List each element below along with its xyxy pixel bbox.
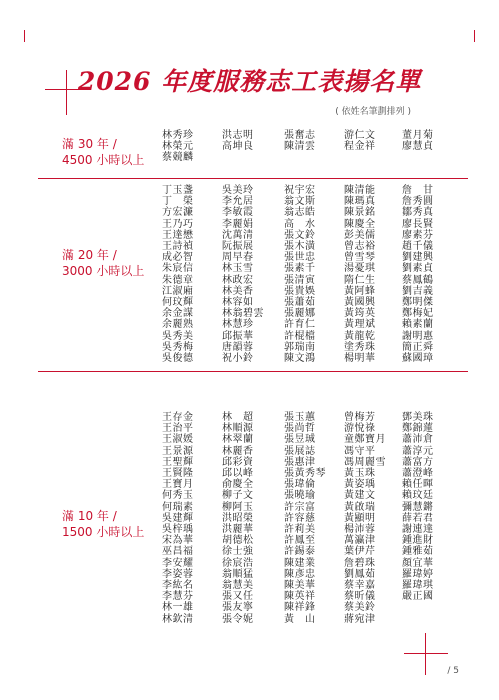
volunteer-name: 鄭錦蓮 bbox=[402, 423, 434, 435]
volunteer-name: 鄭梅妃 bbox=[402, 308, 434, 320]
volunteer-name: 鄒秀真 bbox=[402, 207, 434, 219]
volunteer-name: 方宏濂 bbox=[162, 207, 194, 219]
volunteer-name: 薛若君 bbox=[402, 512, 434, 524]
volunteer-name: 蕭富方 bbox=[402, 456, 434, 468]
volunteer-name: 顏宜華 bbox=[402, 557, 434, 569]
volunteer-name: 翁志皓 bbox=[284, 207, 316, 219]
volunteer-name: 謝明惠 bbox=[402, 330, 434, 342]
volunteer-name: 蔡美鈴 bbox=[344, 602, 376, 614]
volunteer-name: 張尚哲 bbox=[284, 423, 316, 435]
volunteer-name: 陳慶全 bbox=[344, 218, 376, 230]
volunteer-name: 楊沛蓉 bbox=[344, 524, 376, 536]
volunteer-name: 趙千儀 bbox=[402, 241, 434, 253]
bottom-right-cross-vertical bbox=[425, 633, 426, 675]
section-label-hours: 1500 小時以上 bbox=[62, 525, 145, 539]
volunteer-name: 彭美儒 bbox=[344, 229, 376, 241]
volunteer-name: 廖長賢 bbox=[402, 218, 434, 230]
volunteer-name: 徐宸浩 bbox=[222, 557, 254, 569]
volunteer-name: 翁文斯 bbox=[284, 196, 316, 208]
volunteer-name: 張奮志 bbox=[284, 130, 316, 141]
name-column-4 bbox=[344, 412, 406, 625]
volunteer-name: 李允居 bbox=[222, 196, 254, 208]
volunteer-name: 塗秀珠 bbox=[344, 341, 376, 353]
volunteer-name: 張玉蕙 bbox=[284, 412, 316, 423]
volunteer-name: 陳美華 bbox=[284, 580, 316, 592]
volunteer-name: 柳子文 bbox=[222, 490, 254, 502]
volunteer-name: 高坤良 bbox=[222, 141, 254, 153]
volunteer-name: 張又任 bbox=[222, 591, 254, 603]
volunteer-name: 賴玟廷 bbox=[402, 490, 434, 502]
volunteer-name: 許宗富 bbox=[284, 501, 316, 513]
volunteer-name: 許鳳至 bbox=[284, 535, 316, 547]
name-column-4 bbox=[344, 130, 406, 152]
section-label bbox=[62, 508, 144, 540]
volunteer-name: 林慧珍 bbox=[222, 319, 254, 331]
volunteer-name: 謝連達 bbox=[402, 524, 434, 536]
volunteer-name: 余麗熟 bbox=[162, 319, 194, 331]
section-label-hours: 3000 小時以上 bbox=[62, 264, 145, 278]
volunteer-name: 林容如 bbox=[222, 297, 254, 309]
volunteer-name: 蕭沛倉 bbox=[402, 434, 434, 446]
name-column-5 bbox=[402, 412, 464, 602]
volunteer-name: 張文鈴 bbox=[284, 229, 316, 241]
volunteer-name: 吳秀美 bbox=[162, 330, 194, 342]
volunteer-name: 張展誌 bbox=[284, 445, 316, 457]
volunteer-name: 黃姿瑀 bbox=[344, 479, 376, 491]
volunteer-name: 董月菊 bbox=[402, 130, 434, 141]
volunteer-name: 林秀珍 bbox=[162, 130, 194, 141]
volunteer-name: 張友寧 bbox=[222, 602, 254, 614]
volunteer-name: 柳阿玉 bbox=[222, 501, 254, 513]
volunteer-name: 余金謀 bbox=[162, 308, 194, 320]
volunteer-name: 李姿蓉 bbox=[162, 568, 194, 580]
volunteer-name: 廖慧貞 bbox=[402, 141, 434, 153]
volunteer-name: 何秀玉 bbox=[162, 490, 194, 502]
volunteer-name: 吳美玲 bbox=[222, 185, 254, 196]
volunteer-name: 鍾雅茹 bbox=[402, 546, 434, 558]
volunteer-name: 蔣宛津 bbox=[344, 613, 376, 625]
volunteer-name: 黃顯明 bbox=[344, 512, 376, 524]
volunteer-name: 彌慧鏘 bbox=[402, 501, 434, 513]
section-label-years: 滿 30 年 / bbox=[62, 137, 117, 151]
section-label-hours: 4500 小時以上 bbox=[62, 153, 145, 167]
volunteer-name: 黃啟瑞 bbox=[344, 501, 376, 513]
volunteer-name: 宋為華 bbox=[162, 535, 194, 547]
volunteer-name: 唐韻蓉 bbox=[222, 341, 254, 353]
volunteer-name: 洪麗華 bbox=[222, 524, 254, 536]
volunteer-name: 王達懋 bbox=[162, 229, 194, 241]
volunteer-name: 鄧美珠 bbox=[402, 412, 434, 423]
volunteer-name: 林翁碧雲 bbox=[222, 308, 264, 320]
name-column-2 bbox=[222, 412, 284, 625]
volunteer-name: 郭瑞南 bbox=[284, 341, 316, 353]
volunteer-name: 湯憂琪 bbox=[344, 263, 376, 275]
volunteer-name: 許錫泰 bbox=[284, 546, 316, 558]
volunteer-name: 張曉瑜 bbox=[284, 490, 316, 502]
volunteer-name: 王詩禎 bbox=[162, 241, 194, 253]
volunteer-name: 俞慶全 bbox=[222, 479, 254, 491]
volunteer-name: 翁慧美 bbox=[222, 580, 254, 592]
volunteer-name: 丁玉盞 bbox=[162, 185, 194, 196]
volunteer-name: 張昱珹 bbox=[284, 434, 316, 446]
volunteer-name: 黃龍乾 bbox=[344, 330, 376, 342]
volunteer-name: 蘇國璋 bbox=[402, 353, 434, 365]
volunteer-name: 王景源 bbox=[162, 445, 194, 457]
volunteer-name: 賴任暉 bbox=[402, 479, 434, 491]
volunteer-name: 黃阿蜂 bbox=[344, 285, 376, 297]
volunteer-name: 胡德松 bbox=[222, 535, 254, 547]
volunteer-name: 羅瑋琪 bbox=[402, 580, 434, 592]
volunteer-name: 黃筠英 bbox=[344, 308, 376, 320]
section-divider bbox=[38, 371, 468, 372]
volunteer-name: 蔡幸嘉 bbox=[344, 580, 376, 592]
volunteer-name: 丁 榮 bbox=[162, 196, 194, 208]
volunteer-name: 吳俊德 bbox=[162, 353, 194, 365]
section-label-years: 滿 20 年 / bbox=[62, 248, 117, 262]
volunteer-name: 曾志裕 bbox=[344, 241, 376, 253]
volunteer-name: 陳祥鋒 bbox=[284, 602, 316, 614]
volunteer-name: 曾雪琴 bbox=[344, 252, 376, 264]
volunteer-name: 詹 甘 bbox=[402, 185, 434, 196]
volunteer-name: 蔡昕儀 bbox=[344, 591, 376, 603]
volunteer-name: 蔡鳳鶴 bbox=[402, 274, 434, 286]
volunteer-name: 王治平 bbox=[162, 423, 194, 435]
volunteer-name: 陳文鴻 bbox=[284, 353, 316, 365]
volunteer-name: 王賢隆 bbox=[162, 468, 194, 480]
volunteer-name: 葉伊芹 bbox=[344, 546, 376, 558]
volunteer-name: 邱以峰 bbox=[222, 468, 254, 480]
volunteer-name: 祝宇宏 bbox=[284, 185, 316, 196]
volunteer-name: 邱彩資 bbox=[222, 456, 254, 468]
volunteer-name: 周早春 bbox=[222, 252, 254, 264]
volunteer-name: 陳英祥 bbox=[284, 591, 316, 603]
bottom-right-cross-horizontal bbox=[404, 653, 448, 654]
volunteer-name: 張蕭茹 bbox=[284, 297, 316, 309]
name-column-1 bbox=[162, 130, 224, 164]
volunteer-name: 黃理斌 bbox=[344, 319, 376, 331]
volunteer-name: 黃建文 bbox=[344, 490, 376, 502]
volunteer-name: 林麗香 bbox=[222, 445, 254, 457]
volunteer-name: 陳建業 bbox=[284, 557, 316, 569]
volunteer-name: 黃玉珠 bbox=[344, 468, 376, 480]
volunteer-name: 祝小鈴 bbox=[222, 353, 254, 365]
volunteer-name: 陳瑪真 bbox=[344, 196, 376, 208]
volunteer-name: 林欽清 bbox=[162, 613, 194, 625]
volunteer-name: 童鄭寶月 bbox=[344, 434, 386, 446]
volunteer-name: 游仁文 bbox=[344, 130, 376, 141]
volunteer-name: 何瑞素 bbox=[162, 501, 194, 513]
volunteer-name: 李敏霞 bbox=[222, 207, 254, 219]
volunteer-name: 李安耀 bbox=[162, 557, 194, 569]
volunteer-name: 張惠津 bbox=[284, 456, 316, 468]
volunteer-name: 李麗娟 bbox=[222, 218, 254, 230]
name-column-4 bbox=[344, 185, 406, 364]
volunteer-name: 林翠蘭 bbox=[222, 434, 254, 446]
name-column-1 bbox=[162, 185, 224, 364]
section-divider bbox=[38, 178, 468, 179]
volunteer-name: 楊明華 bbox=[344, 353, 376, 365]
volunteer-name: 賴素蘭 bbox=[402, 319, 434, 331]
name-column-3 bbox=[284, 130, 346, 152]
volunteer-name: 王聖輝 bbox=[162, 456, 194, 468]
volunteer-name: 成必智 bbox=[162, 252, 194, 264]
volunteer-name: 許育仁 bbox=[284, 319, 316, 331]
volunteer-name: 王存金 bbox=[162, 412, 194, 423]
volunteer-name: 巫昌福 bbox=[162, 546, 194, 558]
volunteer-name: 江淑廂 bbox=[162, 285, 194, 297]
volunteer-name: 吳秀梅 bbox=[162, 341, 194, 353]
volunteer-name: 張瑋倫 bbox=[284, 479, 316, 491]
volunteer-name: 李紘名 bbox=[162, 580, 194, 592]
volunteer-name: 沈萬清 bbox=[222, 229, 254, 241]
volunteer-name: 蔡競麟 bbox=[162, 152, 194, 164]
name-column-1 bbox=[162, 412, 224, 625]
volunteer-name: 簡正舜 bbox=[402, 341, 434, 353]
section-label bbox=[62, 247, 144, 279]
volunteer-name: 王寶月 bbox=[162, 479, 194, 491]
volunteer-name: 廖素芬 bbox=[402, 229, 434, 241]
top-right-corner-mark bbox=[474, 30, 475, 42]
volunteer-name: 徐士強 bbox=[222, 546, 254, 558]
volunteer-name: 蕭澄峰 bbox=[402, 468, 434, 480]
name-column-3 bbox=[284, 185, 346, 364]
top-left-corner-mark bbox=[24, 30, 25, 42]
volunteer-name: 邱振華 bbox=[222, 330, 254, 342]
volunteer-name: 陳清能 bbox=[344, 185, 376, 196]
volunteer-name: 嚴正國 bbox=[402, 591, 434, 603]
volunteer-name: 曾梅芳 bbox=[344, 412, 376, 423]
name-column-2 bbox=[222, 130, 284, 152]
volunteer-name: 詹秀圓 bbox=[402, 196, 434, 208]
volunteer-name: 鍾進財 bbox=[402, 535, 434, 547]
volunteer-name: 翁順猛 bbox=[222, 568, 254, 580]
volunteer-name: 許容慈 bbox=[284, 512, 316, 524]
volunteer-name: 林玉雪 bbox=[222, 263, 254, 275]
volunteer-name: 林榮元 bbox=[162, 141, 194, 153]
volunteer-name: 劉素貞 bbox=[402, 263, 434, 275]
volunteer-name: 鄭明傑 bbox=[402, 297, 434, 309]
volunteer-name: 洪志明 bbox=[222, 130, 254, 141]
volunteer-name: 林順源 bbox=[222, 423, 254, 435]
volunteer-name: 何玟輝 bbox=[162, 297, 194, 309]
page-number: / 5 bbox=[447, 666, 459, 676]
volunteer-name: 林政宏 bbox=[222, 274, 254, 286]
volunteer-name: 陳景銘 bbox=[344, 207, 376, 219]
volunteer-name: 張世忠 bbox=[284, 252, 316, 264]
volunteer-name: 張麗娜 bbox=[284, 308, 316, 320]
name-column-2 bbox=[222, 185, 284, 364]
volunteer-name: 張木潢 bbox=[284, 241, 316, 253]
volunteer-name: 王淑媛 bbox=[162, 434, 194, 446]
volunteer-name: 王乃巧 bbox=[162, 218, 194, 230]
volunteer-name: 隋仁生 bbox=[344, 274, 376, 286]
volunteer-name: 張令妮 bbox=[222, 613, 254, 625]
page-title: 2026 年度服務志工表揚名單 bbox=[77, 67, 422, 96]
volunteer-name: 張清寅 bbox=[284, 274, 316, 286]
volunteer-name: 朱德章 bbox=[162, 274, 194, 286]
volunteer-name: 張黃秀琴 bbox=[284, 468, 326, 480]
name-column-5 bbox=[402, 130, 464, 152]
volunteer-name: 張貴娛 bbox=[284, 285, 316, 297]
volunteer-name: 劉吉義 bbox=[402, 285, 434, 297]
volunteer-name: 黃國興 bbox=[344, 297, 376, 309]
section-label bbox=[62, 136, 144, 168]
volunteer-name: 吳建輝 bbox=[162, 512, 194, 524]
volunteer-name: 馮守平 bbox=[344, 445, 376, 457]
volunteer-name: 羅瑋婷 bbox=[402, 568, 434, 580]
volunteer-name: 蕭淳元 bbox=[402, 445, 434, 457]
volunteer-name: 李慧芬 bbox=[162, 591, 194, 603]
volunteer-name: 高 水 bbox=[284, 218, 316, 230]
volunteer-name: 林 超 bbox=[222, 412, 254, 423]
volunteer-name: 萬瀛津 bbox=[344, 535, 376, 547]
volunteer-name: 馮周麗雪 bbox=[344, 456, 386, 468]
sort-order-note: ( 依姓名筆劃排列 ) bbox=[335, 107, 411, 117]
volunteer-name: 朱宸信 bbox=[162, 263, 194, 275]
volunteer-name: 黃 山 bbox=[284, 613, 316, 625]
volunteer-name: 洪昭榮 bbox=[222, 512, 254, 524]
volunteer-name: 劉鳳茹 bbox=[344, 568, 376, 580]
volunteer-name: 程金祥 bbox=[344, 141, 376, 153]
name-column-3 bbox=[284, 412, 346, 625]
volunteer-name: 陳清雲 bbox=[284, 141, 316, 153]
volunteer-name: 張素千 bbox=[284, 263, 316, 275]
name-column-5 bbox=[402, 185, 464, 364]
volunteer-name: 劉建興 bbox=[402, 252, 434, 264]
volunteer-name: 詹碧珠 bbox=[344, 557, 376, 569]
volunteer-name: 吳梓瑀 bbox=[162, 524, 194, 536]
volunteer-name: 游悅祿 bbox=[344, 423, 376, 435]
volunteer-name: 許莉美 bbox=[284, 524, 316, 536]
volunteer-name: 林一雄 bbox=[162, 602, 194, 614]
volunteer-name: 陳彥忠 bbox=[284, 568, 316, 580]
volunteer-name: 阮振展 bbox=[222, 241, 254, 253]
volunteer-name: 許棍檔 bbox=[284, 330, 316, 342]
section-label-years: 滿 10 年 / bbox=[62, 509, 117, 523]
volunteer-name: 林美香 bbox=[222, 285, 254, 297]
